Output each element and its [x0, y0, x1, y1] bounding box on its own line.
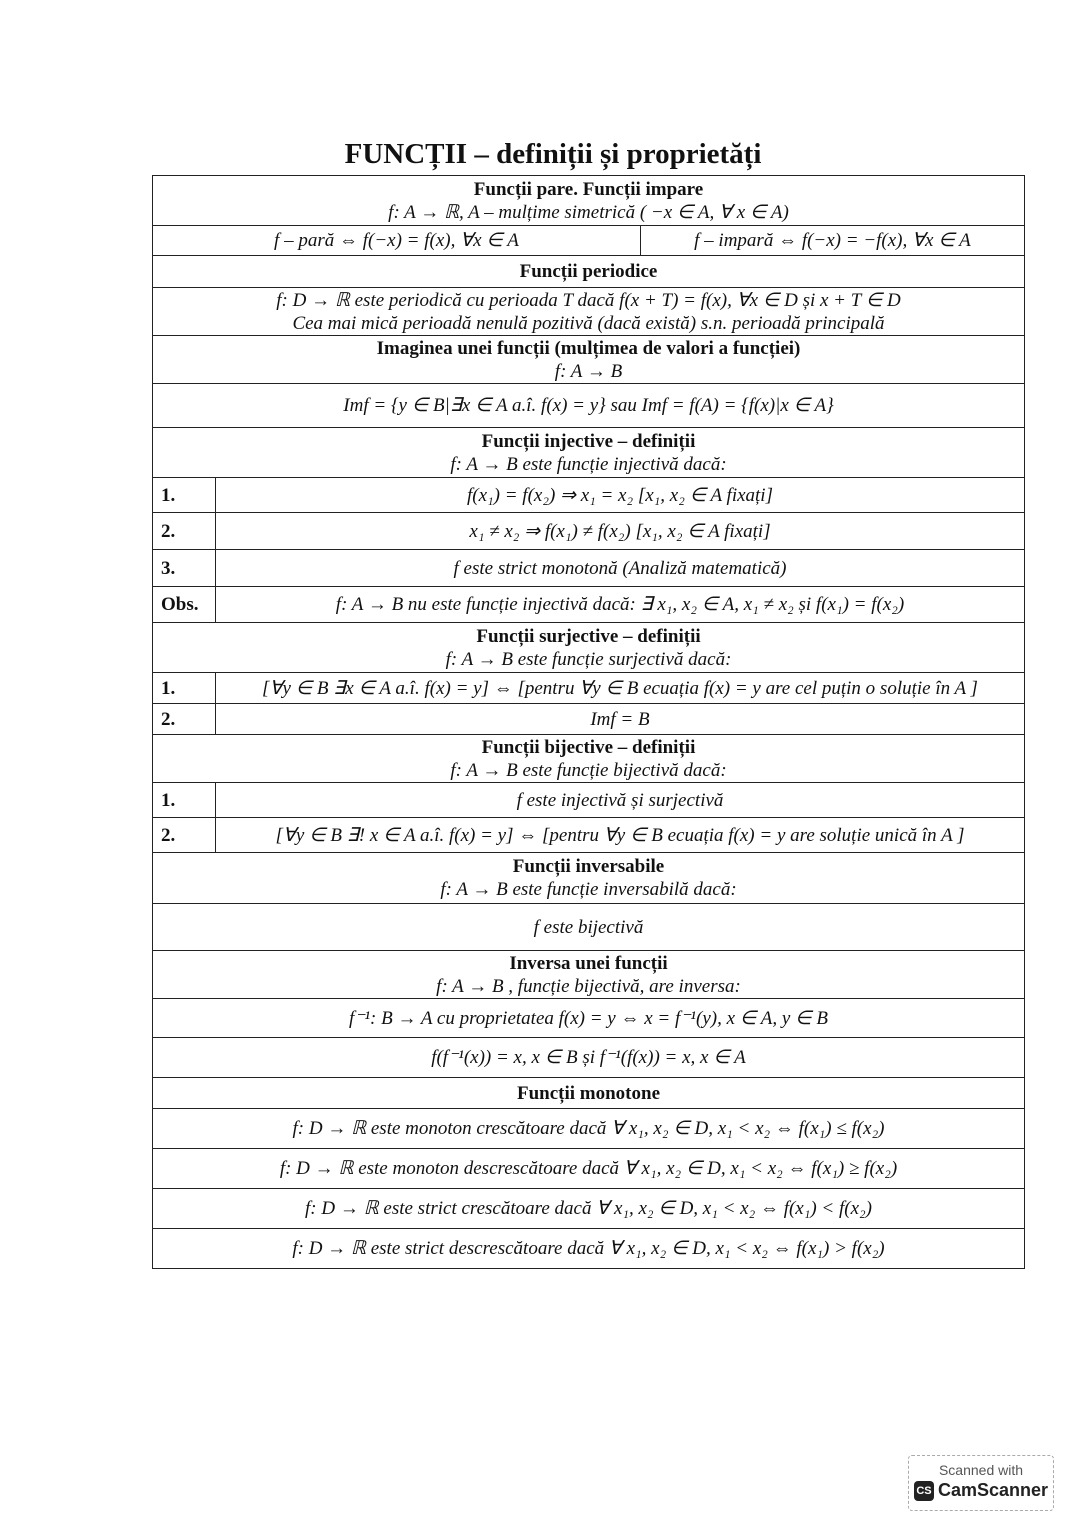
section-header — [153, 336, 1025, 384]
definitions-table — [152, 175, 1025, 1269]
section-title: Funcții periodice — [519, 261, 658, 282]
section-title: Imaginea unei funcții (mulțimea de valori a funcției) — [376, 337, 801, 359]
table-row — [153, 1189, 1025, 1229]
section-header-row — [153, 428, 1025, 478]
table-row — [153, 1149, 1025, 1189]
definition-line: f: D → ℝ este periodică cu perioada T dacă f(x + T) = f(x), ∀x ∈ D și x + T ∈ D — [276, 289, 901, 311]
section-title: Funcții bijective – definiții — [481, 736, 696, 758]
table-row — [153, 783, 1025, 818]
split-cell: f – pară ⇔ f(−x) = f(x), ∀x ∈ A — [153, 226, 641, 256]
table-row — [153, 904, 1025, 951]
watermark-line1: Scanned with — [938, 1462, 1024, 1478]
table-row — [153, 999, 1025, 1038]
row-number: 1. — [153, 783, 216, 818]
section-title: Funcții monotone — [516, 1082, 661, 1104]
section-title: Inversa unei funcții — [509, 952, 668, 974]
table-row — [153, 1038, 1025, 1078]
section-header — [153, 428, 1025, 478]
definition-line: f: A → B este funcție injectivă dacă: — [450, 453, 727, 475]
definition-line: f: D → ℝ este monoton descrescătoare dacă ∀ x₁, x₂ ∈ D, x₁ < x₂ ⇔ f(x₁) ≥ f(x₂) — [279, 1158, 898, 1179]
section-header — [153, 623, 1025, 673]
section-header-row — [153, 623, 1025, 673]
row-definition: f(x₁) = f(x₂) ⇒ x₁ = x₂ [x₁, x₂ ∈ A fixați] — [216, 478, 1025, 513]
definition-cell — [153, 1229, 1025, 1269]
row-number: 2. — [153, 704, 216, 735]
definition-line: f⁻¹: B → A cu proprietatea f(x) = y ⇔ x = f⁻¹(y), x ∈ A, y ∈ B — [349, 1007, 828, 1029]
section-header — [153, 951, 1025, 999]
section-header-row — [153, 853, 1025, 904]
row-number: 2. — [153, 513, 216, 550]
definition-line: f: D → ℝ este strict crescătoare dacă ∀ x₁, x₂ ∈ D, x₁ < x₂ ⇔ f(x₁) < f(x₂) — [305, 1198, 872, 1219]
table-row — [153, 513, 1025, 550]
section-header-row — [153, 735, 1025, 783]
table-row — [153, 226, 1025, 256]
row-definition: [∀y ∈ B ∃! x ∈ A a.î. f(x) = y] ⇔ [pentru ∀y ∈ B ecuația f(x) = y are soluție unică în A ] — [216, 818, 1025, 853]
definition-line: f: A → B este funcție inversabilă dacă: — [440, 879, 737, 900]
definition-line: f: A → B este funcție bijectivă dacă: — [450, 759, 727, 781]
definition-line: f este bijectivă — [533, 916, 644, 938]
table-row — [153, 673, 1025, 704]
table-row — [153, 1109, 1025, 1149]
section-header-row — [153, 176, 1025, 226]
row-number: 1. — [153, 478, 216, 513]
section-header — [153, 176, 1025, 226]
section-header-row — [153, 336, 1025, 384]
definition-cell — [153, 999, 1025, 1038]
split-cell: f – impară ⇔ f(−x) = −f(x), ∀x ∈ A — [640, 226, 1024, 256]
definition-cell — [153, 288, 1025, 336]
section-header — [153, 735, 1025, 783]
definition-line: Imf = {y ∈ B|∃x ∈ A a.î. f(x) = y} sau Imf = f(A) = {f(x)|x ∈ A} — [343, 395, 834, 416]
table-row — [153, 384, 1025, 428]
watermark-line2: CamScanner — [937, 1480, 1049, 1500]
section-title: Funcții inversabile — [512, 856, 665, 877]
row-number: 2. — [153, 818, 216, 853]
row-definition: Imf = B — [216, 704, 1025, 735]
definition-line: f: A → ℝ, A – mulțime simetrică ( −x ∈ A, ∀ x ∈ A) — [388, 201, 789, 223]
definition-line: Cea mai mică perioadă nenulă pozitivă (dacă există) s.n. perioadă principală — [292, 312, 885, 334]
row-definition: f este strict monotonă (Analiză matematică) — [216, 550, 1025, 587]
definition-cell — [153, 1149, 1025, 1189]
table-row — [153, 550, 1025, 587]
definition-line: f: A → B este funcție surjectivă dacă: — [445, 648, 732, 670]
section-title: Funcții injective – definiții — [481, 430, 696, 452]
definition-cell — [153, 1109, 1025, 1149]
definition-cell — [153, 384, 1025, 428]
table-row — [153, 587, 1025, 623]
row-definition: [∀y ∈ B ∃x ∈ A a.î. f(x) = y] ⇔ [pentru ∀y ∈ B ecuația f(x) = y are cel puțin o soluție în A ] — [216, 673, 1025, 704]
table-row — [153, 704, 1025, 735]
section-header — [153, 256, 1025, 288]
definition-line: f(f⁻¹(x)) = x, x ∈ B și f⁻¹(f(x)) = x, x ∈ A — [431, 1047, 746, 1068]
row-number: 1. — [153, 673, 216, 704]
page-title: FUNCȚII – definiții și proprietăți — [344, 138, 762, 170]
row-number: Obs. — [153, 587, 216, 623]
table-row — [153, 818, 1025, 853]
definition-cell — [153, 1189, 1025, 1229]
definition-line: f: A → B — [554, 360, 623, 382]
section-header — [153, 853, 1025, 904]
row-definition: f: A → B nu este funcție injectivă dacă: ∃ x₁, x₂ ∈ A, x₁ ≠ x₂ și f(x₁) = f(x₂) — [216, 587, 1025, 623]
table-row — [153, 1229, 1025, 1269]
section-header-row — [153, 1078, 1025, 1109]
section-title: Funcții surjective – definiții — [476, 625, 701, 647]
section-header-row — [153, 951, 1025, 999]
row-definition: f este injectivă și surjectivă — [216, 783, 1025, 818]
definition-line: f: D → ℝ este monoton crescătoare dacă ∀ x₁, x₂ ∈ D, x₁ < x₂ ⇔ f(x₁) ≤ f(x₂) — [292, 1118, 885, 1139]
table-row — [153, 478, 1025, 513]
definition-line: f: A → B , funcție bijectivă, are inversa: — [436, 975, 741, 997]
section-header-row — [153, 256, 1025, 288]
definition-cell — [153, 1038, 1025, 1078]
table-row — [153, 288, 1025, 336]
definition-line: f: D → ℝ este strict descrescătoare dacă ∀ x₁, x₂ ∈ D, x₁ < x₂ ⇔ f(x₁) > f(x₂) — [292, 1238, 885, 1259]
section-title: Funcții pare. Funcții impare — [473, 178, 704, 200]
section-header — [153, 1078, 1025, 1109]
row-definition: x₁ ≠ x₂ ⇒ f(x₁) ≠ f(x₂) [x₁, x₂ ∈ A fixați] — [216, 513, 1025, 550]
camscanner-logo-icon: CS — [914, 1481, 934, 1501]
row-number: 3. — [153, 550, 216, 587]
definition-cell — [153, 904, 1025, 951]
camscanner-watermark — [908, 1455, 1054, 1511]
